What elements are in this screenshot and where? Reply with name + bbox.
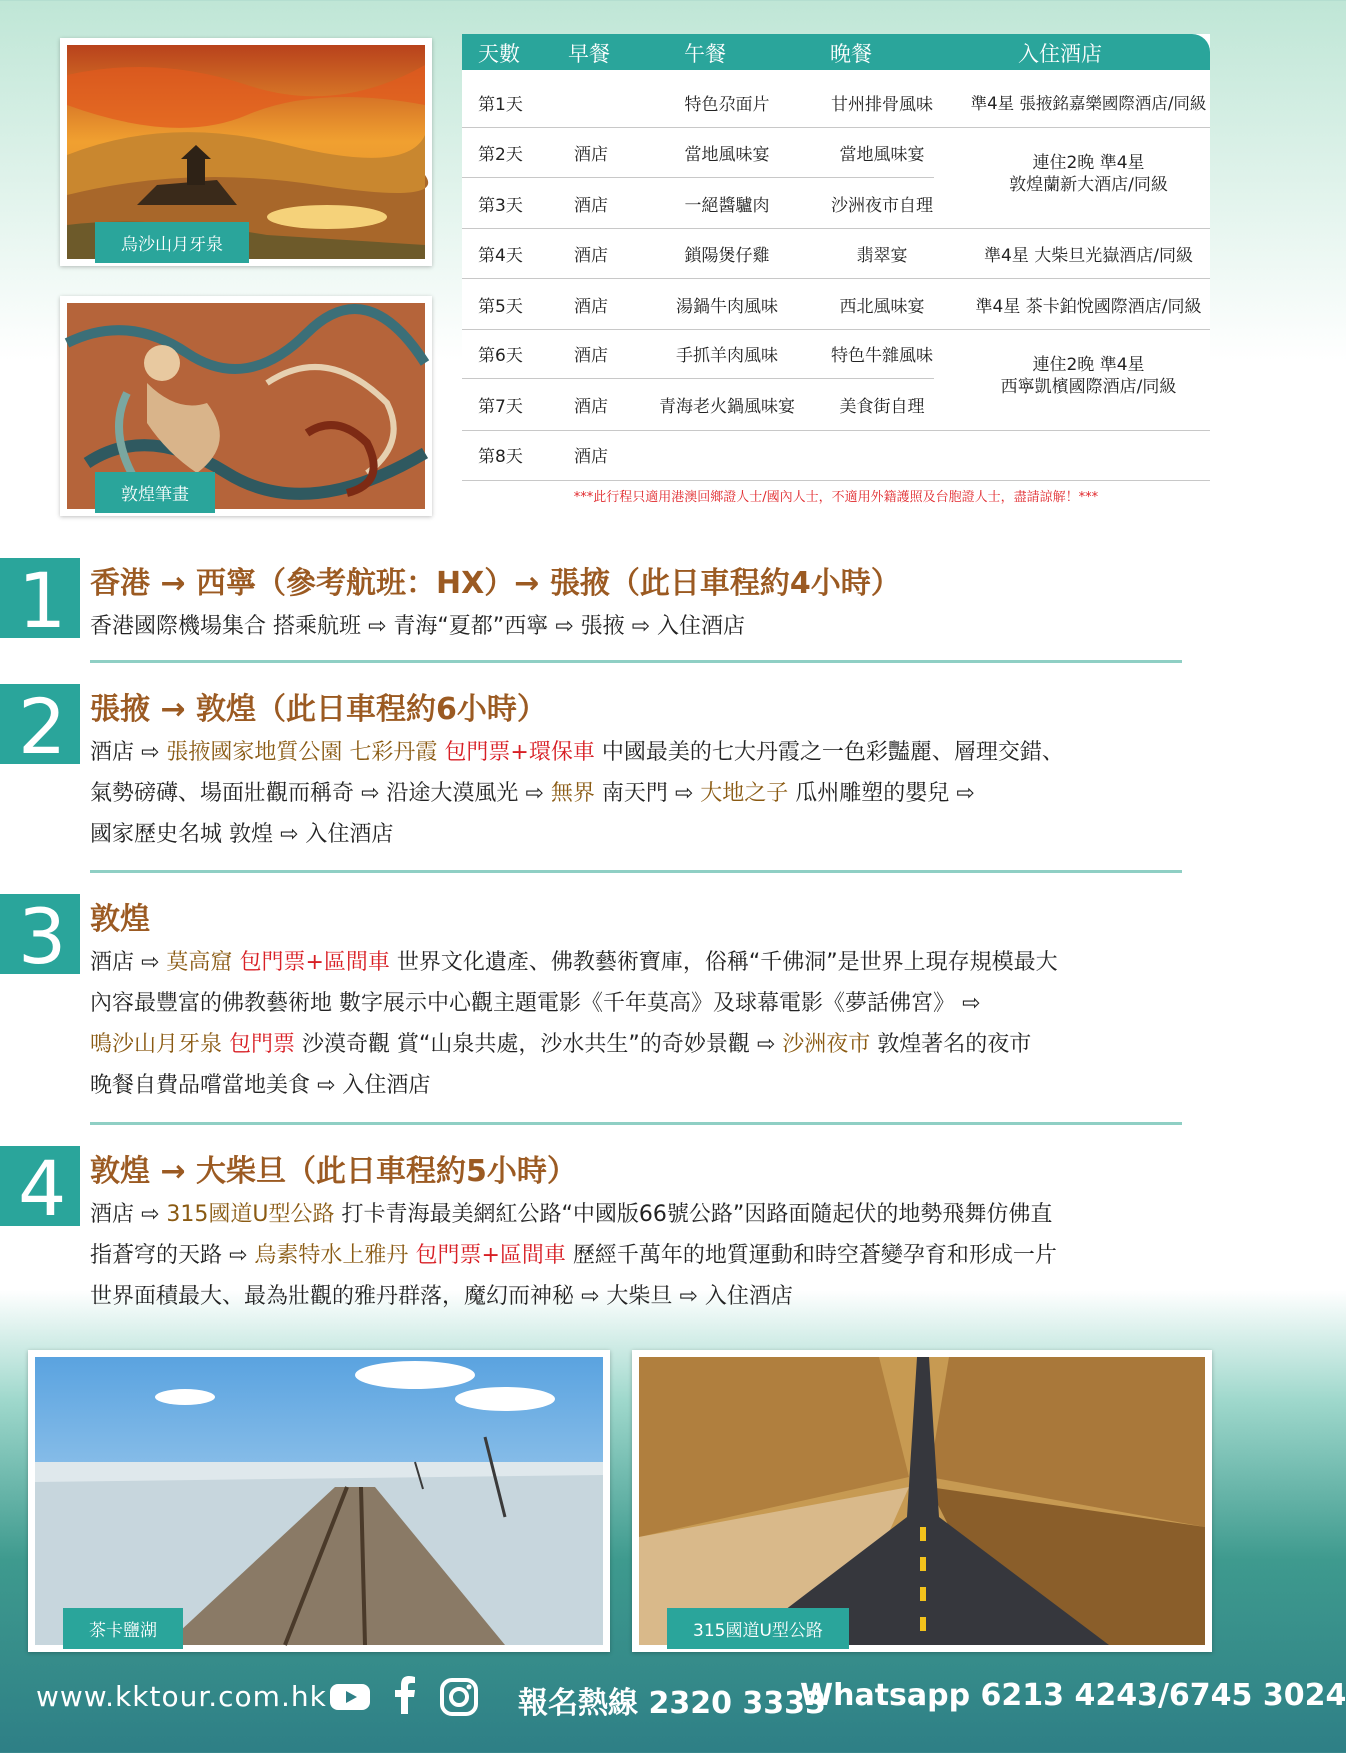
day-title: 張掖 → 敦煌（此日車程約6小時）	[90, 692, 547, 727]
youtube-icon[interactable]	[330, 1682, 370, 1716]
day-description: 酒店 ⇨ 張掖國家地質公園 七彩丹霞 包門票+環保車 中國最美的七大丹霞之一色彩豔麗、層理交錯、 氣勢磅礡、場面壯觀而稱奇 ⇨ 沿途大漠風光 ⇨ 無界 南天門 ⇨ 大地之子 瓜州雕塑的嬰兒 ⇨ 國家歷史名城 敦煌 ⇨ 入住酒店	[90, 740, 1064, 847]
hotline-text: 報名熱線 2320 3333	[518, 1686, 826, 1721]
header-hotel: 入住酒店	[1018, 42, 1102, 66]
highway-image	[639, 1357, 1205, 1645]
photo-caption: 敦煌筆畫	[95, 472, 215, 513]
website-link[interactable]: www.kktour.com.hk	[36, 1680, 327, 1713]
day-title: 香港 → 西寧（參考航班：HX）→ 張掖（此日車程約4小時）	[90, 566, 901, 601]
day-title: 敦煌	[90, 902, 150, 937]
whatsapp-text: Whatsapp 6213 4243/6745 3024	[800, 1678, 1346, 1713]
day-number: 1	[0, 558, 80, 638]
header-lunch: 午餐	[684, 42, 726, 66]
table-note: ***此行程只適用港澳回鄉證人士/國內人士，不適用外籍護照及台胞證人士，盡請諒解！***	[573, 490, 1099, 505]
day-number: 3	[0, 894, 80, 974]
header-day: 天數	[478, 42, 520, 66]
photo-caption: 315國道U型公路	[667, 1608, 849, 1649]
highway-photo	[632, 1350, 1212, 1652]
header-dinner: 晚餐	[830, 42, 872, 66]
table-header	[462, 34, 1210, 70]
mural-photo	[60, 296, 432, 516]
day-description: 酒店 ⇨ 莫高窟 包門票+區間車 世界文化遺產、佛教藝術寶庫，俗稱“千佛洞”是世界上現存規模最大 內容最豐富的佛教藝術地 數字展示中心觀主題電影《千年莫高》及球幕電影《夢話佛宮》 ⇨ 鳴沙山月牙泉 包門票 沙漠奇觀 賞“山泉共處，沙水共生”的奇妙景觀 ⇨ 沙洲夜市 敦煌著名的夜市 晚餐自費品嚐當地美食 ⇨ 入住酒店	[90, 950, 1058, 1098]
day-description: 酒店 ⇨ 315國道U型公路 打卡青海最美網紅公路“中國版66號公路”因路面隨起伏的地勢飛舞仿佛直 指蒼穹的天路 ⇨ 烏素特水上雅丹 包門票+區間車 歷經千萬年的地質運動和時空蒼變孕育和形成一片 世界面積最大、最為壯觀的雅丹群落，魔幻而神秘 ⇨ 大柴旦 ⇨ 入住酒店	[90, 1202, 1057, 1309]
salt-lake-image	[35, 1357, 603, 1645]
day-number: 2	[0, 684, 80, 764]
salt-lake-photo	[28, 1350, 610, 1652]
day-title: 敦煌 → 大柴旦（此日車程約5小時）	[90, 1154, 577, 1189]
photo-caption: 茶卡鹽湖	[63, 1608, 183, 1649]
day-number: 4	[0, 1146, 80, 1226]
divider	[90, 660, 1182, 663]
photo-caption: 烏沙山月牙泉	[95, 222, 249, 263]
divider	[90, 1122, 1182, 1125]
footer	[0, 1672, 1346, 1732]
meal-hotel-table: 天數 早餐 午餐 晚餐 入住酒店 第1天 特色尕面片 甘州排骨風味 準4星 張掖銘嘉樂國際酒店/同級 第2天 酒店 當地風味宴 當地風味宴 第3天 酒店 一絕醬驢肉 沙洲夜市自理 連住2晚 準4星 敦煌蘭新大酒店/同級 第4天 酒店 鎖陽煲仔雞 翡翠宴 準4星 大柴旦光嶽酒店/同級 第5天 酒店 湯鍋牛肉風味 西北風味宴 準4星 茶卡鉑悅國際酒店/同級 第6天 酒店 手抓羊肉風味 特色牛雜風味 第7天 酒店 青海老火鍋風味宴 美食街自理 連住2晚 準4星 西寧凱檳國際酒店/同級 第8天 酒店 ***此行程只適用港澳回鄉證人士/國內人士，不適用外籍護照及台胞證人士，盡請諒解！***	[462, 34, 1210, 512]
crescent-lake-photo	[60, 38, 432, 266]
day-description: 香港國際機場集合 搭乘航班 ⇨ 青海“夏都”西寧 ⇨ 張掖 ⇨ 入住酒店	[90, 614, 746, 639]
instagram-icon[interactable]	[440, 1678, 478, 1720]
header-breakfast: 早餐	[568, 42, 610, 66]
facebook-icon[interactable]	[392, 1676, 418, 1718]
divider	[90, 870, 1182, 873]
